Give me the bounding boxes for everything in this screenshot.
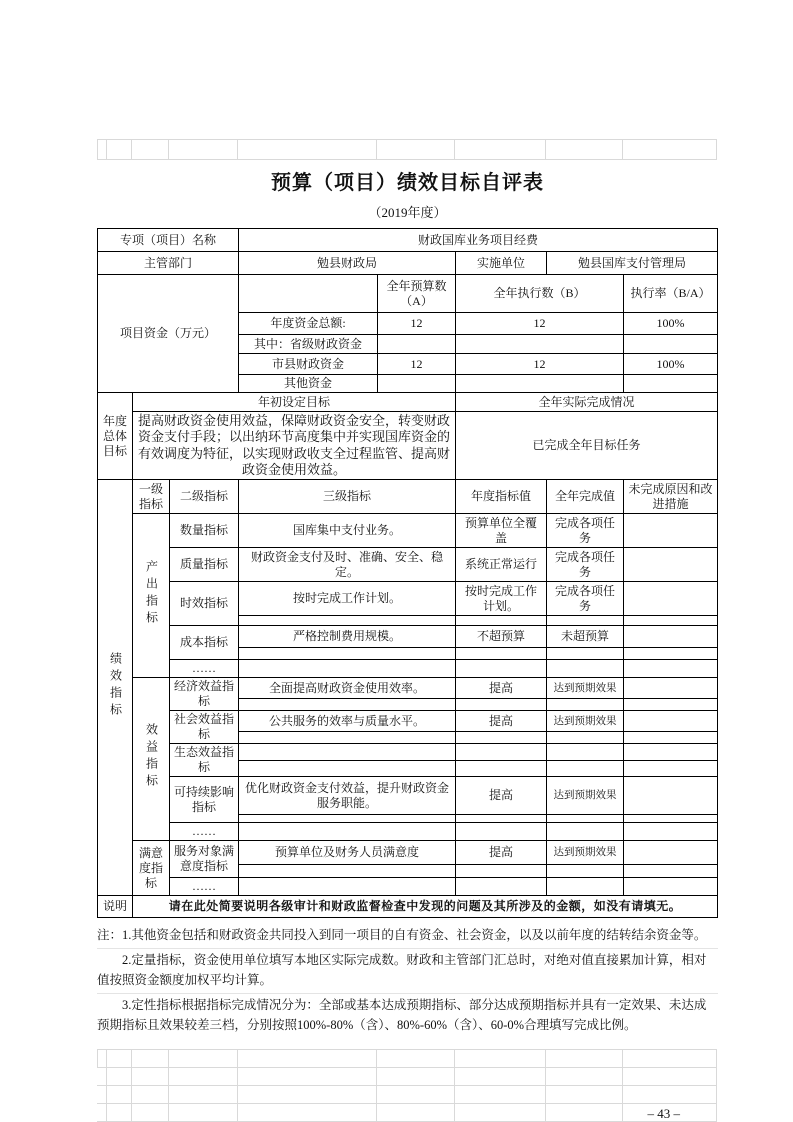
grid-cell (377, 1067, 455, 1086)
ellipsis-row (98, 823, 718, 841)
level2-label: 时效指标 (170, 582, 239, 626)
empty-cell (624, 878, 718, 896)
header-reason: 未完成原因和改进措施 (624, 480, 718, 514)
page-number: – 43 – (647, 1105, 680, 1121)
group-benefit-label (133, 678, 170, 841)
empty-cell (239, 616, 456, 626)
level3-text: 全面提高财政资金使用效率。 (239, 678, 456, 699)
grid-cell (623, 1049, 717, 1068)
annual-value: 提高 (456, 711, 547, 732)
empty-cell (624, 865, 718, 878)
fund-exec-value: 12 (456, 354, 624, 375)
empty-cell (456, 878, 547, 896)
fund-budget-value (378, 335, 456, 354)
grid-cell (238, 1067, 377, 1086)
page-subtitle: （2019年度） (368, 205, 447, 220)
grid-cell (546, 139, 623, 160)
completed-value: 达到预期效果 (547, 841, 624, 865)
indicator-row-quality (98, 548, 718, 582)
indicator-row-timeliness (98, 582, 718, 616)
empty-cell (456, 760, 547, 777)
empty-cell (547, 760, 624, 777)
fund-budget-value: 12 (378, 354, 456, 375)
level2-label: 成本指标 (170, 626, 239, 660)
indicator-row-sustainable (98, 777, 718, 815)
empty-cell (624, 815, 718, 823)
remark-text: 请在此处简要说明各级审计和财政监督检查中发现的问题及其所涉及的金额，如没有请填无。 (133, 896, 718, 918)
goal-content-row (98, 412, 718, 480)
ellipsis-cell: …… (170, 660, 239, 678)
empty-cell (239, 878, 456, 896)
grid-cell (377, 1049, 455, 1068)
header-level3: 三级指标 (239, 480, 456, 514)
empty-cell (624, 648, 718, 660)
completed-value: 达到预期效果 (547, 711, 624, 732)
evaluation-table (97, 228, 718, 918)
empty-cell (547, 823, 624, 841)
department-row (98, 252, 718, 275)
empty-cell (239, 823, 456, 841)
fund-rate-value (624, 375, 718, 393)
fund-col-rate: 执行率（B/A） (624, 275, 718, 313)
goal-col-set: 年初设定目标 (133, 393, 456, 412)
remark-label: 说明 (98, 896, 133, 918)
fund-col-exec: 全年执行数（B） (456, 275, 624, 313)
level2-label: 可持续影响指标 (170, 777, 239, 823)
document-content (97, 140, 718, 1122)
fund-row-name: 其中：省级财政资金 (239, 335, 378, 354)
reason-cell (624, 777, 718, 815)
project-name-value: 财政国库业务项目经费 (239, 229, 718, 252)
empty-cell (547, 699, 624, 711)
level2-label: 生态效益指标 (170, 744, 239, 777)
empty-cell (547, 865, 624, 878)
spreadsheet-grid-top (97, 140, 718, 160)
goal-section-label: 年度总体目标 (98, 393, 133, 480)
fund-section-label: 项目资金（万元） (98, 275, 239, 393)
completed-value: 完成各项任务 (547, 582, 624, 616)
reason-cell (624, 582, 718, 616)
header-level1: 一级指标 (133, 480, 170, 514)
fund-row-name: 其他资金 (239, 375, 378, 393)
fund-exec-value (456, 375, 624, 393)
completed-value: 未超预算 (547, 626, 624, 648)
ellipsis-cell: …… (170, 823, 239, 841)
grid-cell (169, 1085, 238, 1104)
grid-cell (377, 139, 455, 160)
grid-cell (455, 1049, 546, 1068)
completed-value (547, 744, 624, 761)
ellipsis-row (98, 660, 718, 678)
grid-cell (97, 1085, 107, 1104)
reason-cell (624, 626, 718, 648)
empty-cell (239, 648, 456, 660)
empty-cell (547, 616, 624, 626)
header-completed-value: 全年完成值 (547, 480, 624, 514)
indicator-row-satisfaction (98, 841, 718, 865)
unit-label: 实施单位 (456, 252, 547, 275)
remark-row (98, 896, 718, 918)
completed-value: 完成各项任务 (547, 514, 624, 548)
annual-value: 提高 (456, 841, 547, 865)
empty-cell (456, 815, 547, 823)
group-satisfaction-label: 满意度指标 (133, 841, 170, 896)
annual-value: 系统正常运行 (456, 548, 547, 582)
level2-label: 经济效益指标 (170, 678, 239, 711)
level3-text: 财政资金支付及时、准确、安全、稳定。 (239, 548, 456, 582)
reason-cell (624, 744, 718, 761)
annual-value: 提高 (456, 678, 547, 699)
notes-section (97, 924, 718, 1038)
annual-value: 不超预算 (456, 626, 547, 648)
page-title: 预算（项目）绩效目标自评表 (271, 172, 544, 194)
empty-cell (239, 699, 456, 711)
empty-cell (456, 823, 547, 841)
grid-cell (455, 1067, 546, 1086)
goal-col-actual: 全年实际完成情况 (456, 393, 718, 412)
group-output-text: 产出指标 (144, 559, 159, 628)
fund-rate-value (624, 335, 718, 354)
empty-cell (456, 732, 547, 744)
fund-rate-value: 100% (624, 313, 718, 335)
completed-value: 完成各项任务 (547, 548, 624, 582)
grid-cell (107, 1067, 132, 1086)
grid-cell (455, 139, 546, 160)
grid-cell (238, 1049, 377, 1068)
header-annual-value: 年度指标值 (456, 480, 547, 514)
fund-row-name: 市县财政资金 (239, 354, 378, 375)
fund-header-row (98, 275, 718, 313)
empty-cell (547, 648, 624, 660)
empty-cell (239, 815, 456, 823)
completed-value: 达到预期效果 (547, 678, 624, 699)
empty-cell (547, 732, 624, 744)
indicator-row-cost (98, 626, 718, 648)
grid-cell (132, 1049, 169, 1068)
indicator-header-row (98, 480, 718, 514)
grid-cell (546, 1085, 623, 1104)
note-line-2: 2.定量指标，资金使用单位填写本地区实际完成数。财政和主管部门汇总时，对绝对值直接累加计算，相对值按照资金额度加权平均计算。 (97, 949, 718, 994)
grid-cell (623, 1067, 717, 1086)
grid-cell (238, 139, 377, 160)
empty-cell (456, 648, 547, 660)
group-output-label (133, 514, 170, 678)
fund-exec-value (456, 335, 624, 354)
empty-cell (456, 660, 547, 678)
grid-cell (455, 1085, 546, 1104)
grid-cell (97, 139, 107, 160)
grid-cell (377, 1085, 455, 1104)
goal-header-row (98, 393, 718, 412)
grid-cell (238, 1085, 377, 1104)
grid-cell (546, 1067, 623, 1086)
empty-cell (624, 660, 718, 678)
grid-cell (132, 1067, 169, 1086)
grid-cell (107, 139, 132, 160)
project-name-row (98, 229, 718, 252)
grid-cell (546, 1049, 623, 1068)
empty-cell (624, 699, 718, 711)
grid-cell (107, 1049, 132, 1068)
fund-exec-value: 12 (456, 313, 624, 335)
indicator-row-social (98, 711, 718, 732)
dept-value: 勉县财政局 (239, 252, 456, 275)
reason-cell (624, 548, 718, 582)
project-name-label: 专项（项目）名称 (98, 229, 239, 252)
empty-cell (456, 865, 547, 878)
fund-col-budget: 全年预算数（A） (378, 275, 456, 313)
grid-cell (169, 139, 238, 160)
empty-cell (547, 878, 624, 896)
goal-actual-text: 已完成全年目标任务 (456, 412, 718, 480)
indicator-row-quantity (98, 514, 718, 548)
empty-cell (456, 699, 547, 711)
fund-budget-value: 12 (378, 313, 456, 335)
level3-text: 优化财政资金支付效益，提升财政资金服务职能。 (239, 777, 456, 815)
grid-cell (623, 139, 717, 160)
empty-cell (456, 616, 547, 626)
reason-cell (624, 841, 718, 865)
reason-cell (624, 514, 718, 548)
fund-rate-value: 100% (624, 354, 718, 375)
level3-text: 公共服务的效率与质量水平。 (239, 711, 456, 732)
group-benefit-text: 效益指标 (144, 723, 159, 791)
grid-cell (97, 1049, 107, 1068)
fund-row-name: 年度资金总额: (239, 313, 378, 335)
annual-value: 提高 (456, 777, 547, 815)
note-line-3: 3.定性指标根据指标完成情况分为：全部或基本达成预期指标、部分达成预期指标并具有一定效果、未达成预期指标且效果较差三档，分别按照100%-80%（含）、80%-60%（含）、60-0%合理填写完成比例。 (97, 998, 707, 1032)
note-line-1: 注：1.其他资金包括和财政资金共同投入到同一项目的自有资金、社会资金，以及以前年度的结转结余资金等。 (97, 924, 718, 949)
level3-text: 按时完成工作计划。 (239, 582, 456, 616)
empty-cell (624, 732, 718, 744)
goal-set-text: 提高财政资金使用效益，保障财政资金安全，转变财政资金支付手段；以出纳环节高度集中并实现国库资金的有效调度为特征，以实现财政收支全过程监管、提高财政资金使用效益。 (133, 412, 456, 480)
empty-cell (239, 760, 456, 777)
indicator-row-economic (98, 678, 718, 699)
annual-value: 按时完成工作计划。 (456, 582, 547, 616)
level3-text: 严格控制费用规模。 (239, 626, 456, 648)
empty-cell (239, 865, 456, 878)
level2-label: 社会效益指标 (170, 711, 239, 744)
grid-cell (97, 1067, 107, 1086)
header-level2: 二级指标 (170, 480, 239, 514)
grid-cell (107, 1085, 132, 1104)
annual-value: 预算单位全覆盖 (456, 514, 547, 548)
dept-label: 主管部门 (98, 252, 239, 275)
empty-cell (624, 760, 718, 777)
empty-cell (239, 275, 378, 313)
indicator-row-ecological (98, 744, 718, 761)
unit-value: 勉县国库支付管理局 (547, 252, 718, 275)
ellipsis-row (98, 878, 718, 896)
fund-budget-value (378, 375, 456, 393)
empty-cell (239, 660, 456, 678)
level3-text (239, 744, 456, 761)
empty-cell (547, 815, 624, 823)
reason-cell (624, 711, 718, 732)
grid-cell (169, 1067, 238, 1086)
indicator-side-text: 绩效指标 (108, 651, 123, 720)
level3-text: 国库集中支付业务。 (239, 514, 456, 548)
empty-cell (624, 823, 718, 841)
grid-cell (132, 1085, 169, 1104)
grid-cell (132, 139, 169, 160)
level2-label: 数量指标 (170, 514, 239, 548)
completed-value: 达到预期效果 (547, 777, 624, 815)
empty-cell (624, 616, 718, 626)
level2-label: 服务对象满意度指标 (170, 841, 239, 878)
grid-cell (623, 1085, 717, 1104)
grid-cell (169, 1049, 238, 1068)
reason-cell (624, 678, 718, 699)
indicator-side-label (98, 480, 133, 896)
annual-value (456, 744, 547, 761)
ellipsis-cell: …… (170, 878, 239, 896)
empty-cell (547, 660, 624, 678)
level2-label: 质量指标 (170, 548, 239, 582)
level3-text: 预算单位及财务人员满意度 (239, 841, 456, 865)
empty-cell (239, 732, 456, 744)
